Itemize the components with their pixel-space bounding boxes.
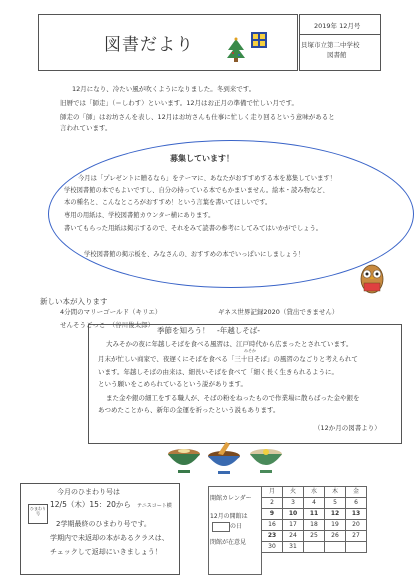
- calendar-day: 4: [304, 498, 325, 509]
- newbooks-title: 新しい本が入ります: [40, 297, 108, 306]
- calendar-day: 16: [262, 520, 283, 531]
- himawari-title: 今月のひまわり号は: [57, 488, 120, 496]
- calendar-week-row: [262, 531, 367, 542]
- calendar-weekday: 木: [325, 487, 346, 498]
- calendar-week-row: [262, 542, 367, 553]
- season-source: （12か月の図書より）: [314, 424, 381, 432]
- himawari-line: チェックして返却にいきましょう！: [50, 548, 162, 556]
- season-line: 大みそかの夜に年越しそばを食べる風習は、江戸時代から広まったとされています。: [106, 340, 353, 348]
- club-name: 図書館: [327, 51, 347, 59]
- recruit-line: 書いてもらった用紙は掲示するので、それをみて読書の参考にしてみてはいかがでしょう。: [64, 225, 323, 232]
- season-ruby: みそか: [244, 348, 256, 353]
- calendar-day: 2: [262, 498, 283, 509]
- calendar-weekday: 金: [346, 487, 367, 498]
- calendar-day: 10: [283, 509, 304, 520]
- recruit-line: 専用の用紙は、学校図書館カウンター横にあります。: [64, 212, 215, 219]
- calendar-day: 11: [304, 509, 325, 520]
- intro-line: 師走の「師」はお坊さんを表し、12月はお坊さんも仕事に忙しく走り回るという意味があると: [60, 113, 335, 121]
- school-name: 貝塚市立第二中学校: [301, 41, 360, 49]
- himawari-line: 2学期最終のひまわり号です。: [56, 520, 151, 528]
- calendar-day: 23: [262, 531, 283, 542]
- calendar-note-suffix: の日: [230, 523, 243, 530]
- calendar-note: 12月の開館は: [210, 513, 248, 520]
- himawari-date: 12/5（木）15：20から: [50, 500, 131, 509]
- christmas-tree-icon: [226, 37, 246, 63]
- calendar-day: 5: [325, 498, 346, 509]
- season-line: という願いをこめられているという説があります。: [98, 380, 247, 388]
- season-line: また金や銀の細工をする職人が、そばの粉をねったもので作業場に散らばった金や銀を: [106, 394, 360, 402]
- intro-line: 12月になり、冷たい風が吹くようになりました。冬到来です。: [72, 85, 256, 93]
- intro-line: 旧暦では「師走」（＝しわす）といいます。12月はお正月の準備で忙しい月です。: [60, 99, 298, 107]
- calendar-day: 17: [283, 520, 304, 531]
- soba-bowls-icon: [166, 440, 284, 476]
- calendar-day: 19: [325, 520, 346, 531]
- calendar-day: 26: [325, 531, 346, 542]
- calendar-week-row: [262, 509, 367, 520]
- newbook-item: 4分間のマリーゴールド（キリエ）: [60, 308, 162, 316]
- owl-reading-icon: [356, 261, 388, 295]
- calendar-weekday: 月: [262, 487, 283, 498]
- season-line: あつめたことから、新年の金運を祈ったという説もあります。: [98, 406, 280, 414]
- calendar-week-row: [262, 498, 367, 509]
- himawari-place: テニスコート横: [137, 503, 172, 509]
- calendar-closed-label: 閉館が在意見: [210, 539, 247, 546]
- house-icon: [250, 31, 268, 49]
- calendar-weekday: 火: [283, 487, 304, 498]
- date-separator: [299, 34, 381, 35]
- recruit-line: 本の種名と、こんなところがおすすめ！という言葉を書いてほしいです。: [64, 199, 272, 206]
- calendar-day: 9: [262, 509, 283, 520]
- calendar-day: 18: [304, 520, 325, 531]
- season-line: います。年越しそばの由来は、細長いそばを食べて「細く長く生きられるように。: [98, 368, 338, 376]
- calendar-day: 12: [325, 509, 346, 520]
- calendar-day: [325, 542, 346, 553]
- himawari-bus-icon: [28, 504, 48, 524]
- calendar-table: [261, 486, 367, 553]
- calendar-day: 6: [346, 498, 367, 509]
- recruit-line: 学校図書館の掲示板を、みなさんの、おすすめの本でいっぱいにしましょう！: [84, 251, 305, 258]
- himawari-line: 学期内で未返却の本があるクラスは、: [50, 534, 169, 542]
- calendar-day: 25: [304, 531, 325, 542]
- recruit-line: 今月は「プレゼントに贈るなら」をテーマに、あなたがおすすめする本を募集しています！: [78, 175, 336, 182]
- recruit-title: 募集しています！: [170, 154, 234, 163]
- calendar-day: 13: [346, 509, 367, 520]
- calendar-day: 3: [283, 498, 304, 509]
- newbook-item: せんそうごっこ （谷川俊太郎）: [60, 321, 155, 329]
- issue-date: 2019年 12月号: [314, 22, 361, 30]
- calendar-day: 31: [283, 542, 304, 553]
- calendar-day: [346, 542, 367, 553]
- intro-line: 言われています。: [60, 124, 112, 132]
- calendar-week-row: [262, 520, 367, 531]
- calendar-day: 27: [346, 531, 367, 542]
- page-title: 図書だより: [104, 35, 194, 55]
- himawari-icon-label: ひまわり号: [30, 506, 46, 516]
- newbook-item: ギネス世界記録2020（貸出できません）: [218, 308, 339, 316]
- calendar-day: 30: [262, 542, 283, 553]
- calendar-legend-box: [212, 522, 230, 532]
- calendar-day: 20: [346, 520, 367, 531]
- season-title: 季節を知ろう！ -年越しそば-: [157, 326, 260, 335]
- calendar-label: 開館カレンダー: [210, 495, 252, 502]
- season-line: 月末が忙しい商家で、夜遅くにそばを食べる「三十日そば」の風習のなごりと考えられて: [98, 355, 358, 363]
- recruit-line: 学校図書館の本でもよいですし、自分の持っている本でもかまいません。絵本・読み物など、: [64, 187, 329, 194]
- calendar-weekday: 水: [304, 487, 325, 498]
- calendar-day: 24: [283, 531, 304, 542]
- calendar-header-row: [262, 487, 367, 498]
- calendar-day: [304, 542, 325, 553]
